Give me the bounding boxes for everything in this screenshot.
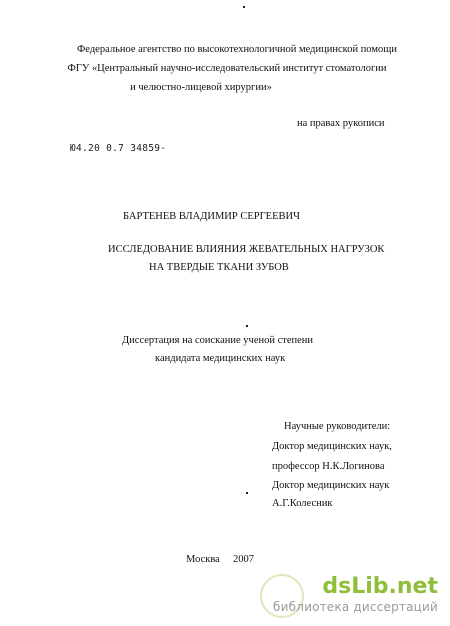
supervisor-line-1: Доктор медицинских наук, <box>272 441 392 452</box>
manuscript-note: на правах рукописи <box>297 118 385 129</box>
scan-speck <box>246 492 248 494</box>
supervisors-heading: Научные руководители: <box>284 421 391 432</box>
institute-line: ФГУ «Центральный научно-исследовательский институт стоматологии <box>67 63 387 74</box>
dslib-watermark <box>238 574 438 618</box>
degree-line-1: Диссертация на соискание ученой степени <box>122 335 314 346</box>
degree-line-2: кандидата медицинских наук <box>155 353 286 364</box>
year: 2007 <box>233 554 254 565</box>
title-line-2: НА ТВЕРДЫЕ ТКАНИ ЗУБОВ <box>149 262 289 273</box>
supervisor-line-2: профессор Н.К.Логинова <box>272 461 385 472</box>
institute-line-2: и челюстно-лицевой хирургии» <box>130 82 272 93</box>
watermark-logo-text: dsLib.net <box>322 574 438 599</box>
city: Москва <box>186 554 220 565</box>
archive-number: Ю4.20 0.7 34859- <box>70 143 167 154</box>
scan-speck <box>243 6 245 8</box>
author-name: БАРТЕНЕВ ВЛАДИМИР СЕРГЕЕВИЧ <box>123 211 300 222</box>
title-line-1: ИССЛЕДОВАНИЕ ВЛИЯНИЯ ЖЕВАТЕЛЬНЫХ НАГРУЗОК <box>108 244 385 255</box>
agency-line: Федеральное агентство по высокотехнологичной медицинской помощи <box>77 44 397 55</box>
supervisor-line-4: А.Г.Колесник <box>272 498 333 509</box>
watermark-subtitle: библиотека диссертаций <box>273 600 438 614</box>
supervisor-line-3: Доктор медицинских наук <box>272 480 390 491</box>
scan-speck <box>246 325 248 327</box>
